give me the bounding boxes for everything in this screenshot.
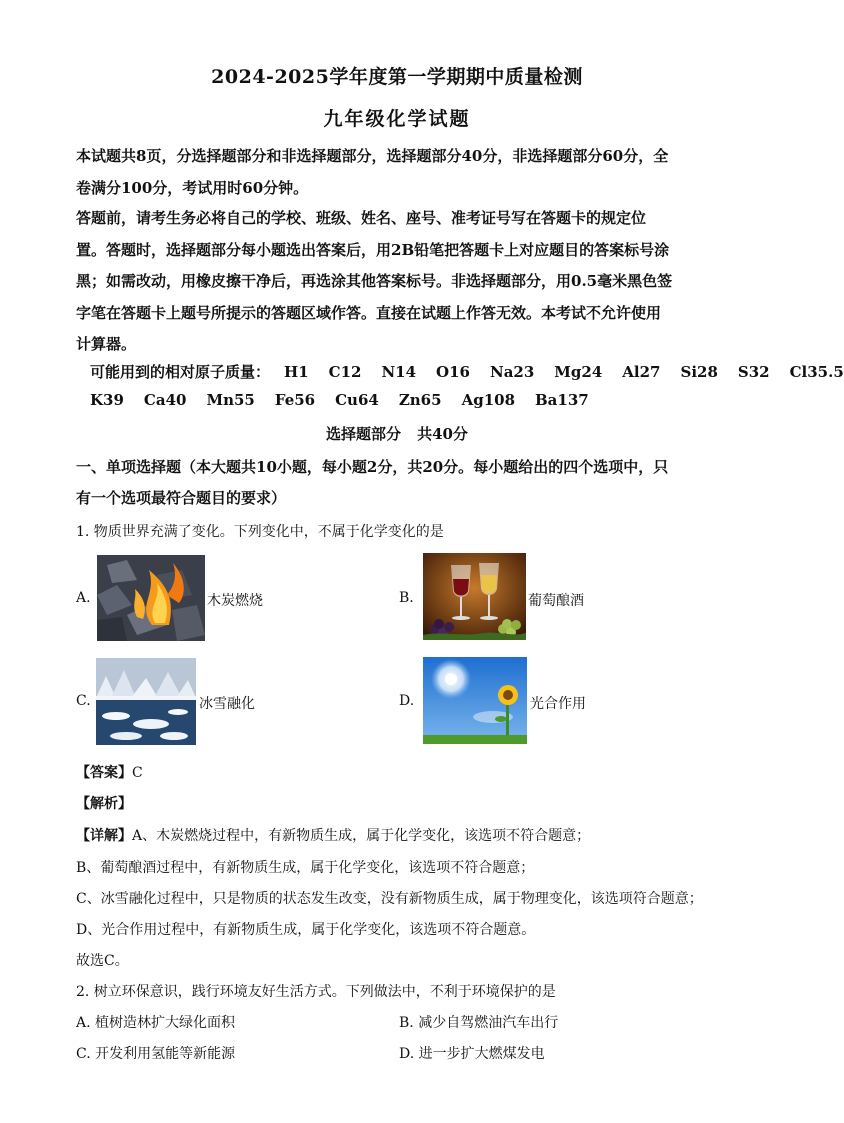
detail-text: A、木炭燃烧过程中，有新物质生成，属于化学变化，该选项不符合题意； bbox=[132, 828, 591, 844]
q1-option-c-label: 冰雪融化 bbox=[199, 696, 255, 712]
atomic-mass: K39 bbox=[90, 391, 124, 409]
snow-melting-image bbox=[96, 658, 196, 745]
answer-tag: 【答案】 bbox=[76, 765, 132, 781]
instructions-line: 答题前，请考生务必将自己的学校、班级、姓名、座号、准考证号写在答题卡的规定位 bbox=[76, 209, 647, 227]
option-letter: A. bbox=[76, 1015, 91, 1031]
section-points: 共40分 bbox=[417, 425, 468, 443]
instructions-line: 黑；如需改动，用橡皮擦干净后，再选涂其他答案标号。非选择题部分，用0.5毫米黑色签 bbox=[76, 272, 673, 290]
q1-detail-a bbox=[76, 825, 590, 845]
instructions-line: 卷满分100分，考试用时60分钟。 bbox=[76, 178, 309, 197]
q1-answer bbox=[76, 762, 143, 782]
q2-option-b bbox=[399, 1012, 558, 1032]
q1-option-d-letter: D. bbox=[399, 693, 415, 709]
grape-wine-image bbox=[423, 553, 526, 640]
atomic-mass: Ag108 bbox=[461, 391, 515, 409]
q1-option-a-letter: A. bbox=[76, 590, 91, 606]
part1-heading-line: 一、单项选择题（本大题共10小题，每小题2分，共20分。每小题给出的四个选项中，只 bbox=[76, 458, 669, 476]
q1-stem: 1. 物质世界充满了变化。下列变化中，不属于化学变化的是 bbox=[76, 524, 444, 540]
atomic-mass: Ca40 bbox=[143, 391, 187, 409]
part1-heading-line: 有一个选项最符合题目的要求） bbox=[76, 489, 287, 507]
section-heading bbox=[0, 423, 794, 444]
answer-value: C bbox=[132, 765, 143, 781]
atomic-mass: Cl35.5 bbox=[789, 363, 844, 381]
option-letter: B. bbox=[399, 1015, 414, 1031]
atomic-mass: C12 bbox=[328, 363, 362, 381]
option-text: 开发利用氢能等新能源 bbox=[95, 1046, 236, 1062]
atomic-mass: Fe56 bbox=[274, 391, 316, 409]
atomic-mass: N14 bbox=[381, 363, 417, 381]
option-text: 减少自驾燃油汽车出行 bbox=[418, 1015, 559, 1031]
atomic-mass: Si28 bbox=[680, 363, 718, 381]
q1-detail-c: C、冰雪融化过程中，只是物质的状态发生改变，没有新物质生成，属于物理变化，该选项符合题意； bbox=[76, 891, 703, 907]
instructions-line: 计算器。 bbox=[76, 335, 137, 353]
atomic-mass: S32 bbox=[737, 363, 770, 381]
part1-heading bbox=[76, 452, 726, 514]
q1-option-d-label: 光合作用 bbox=[530, 696, 586, 712]
atomic-mass: H1 bbox=[284, 363, 309, 381]
atomic-mass: Mn55 bbox=[206, 391, 255, 409]
atomic-mass: Na23 bbox=[489, 363, 535, 381]
option-letter: C. bbox=[76, 1046, 91, 1062]
photosynthesis-sunflower-image bbox=[423, 657, 527, 744]
atomic-masses-label: 可能用到的相对原子质量： bbox=[90, 363, 271, 381]
instructions-line: 本试题共8页，分选择题部分和非选择题部分，选择题部分40分，非选择题部分60分，全 bbox=[76, 147, 669, 165]
charcoal-fire-image bbox=[97, 555, 205, 641]
option-text: 进一步扩大燃煤发电 bbox=[418, 1046, 545, 1062]
atomic-mass: Cu64 bbox=[335, 391, 379, 409]
atomic-masses-row-1 bbox=[90, 361, 844, 382]
q1-option-b-letter: B. bbox=[399, 590, 414, 606]
atomic-masses-row-2 bbox=[90, 391, 589, 409]
section-name: 选择题部分 bbox=[326, 425, 402, 443]
instructions-paragraph-1 bbox=[76, 141, 726, 204]
q1-option-b-label: 葡萄酿酒 bbox=[528, 593, 584, 609]
q2-option-a bbox=[76, 1012, 235, 1032]
option-text: 植树造林扩大绿化面积 bbox=[95, 1015, 236, 1031]
q2-option-c bbox=[76, 1043, 235, 1063]
atomic-mass: Al27 bbox=[622, 363, 661, 381]
q1-option-c-letter: C. bbox=[76, 693, 91, 709]
exam-title: 2024-2025学年度第一学期期中质量检测 bbox=[211, 66, 583, 88]
analysis-tag: 【解析】 bbox=[76, 796, 132, 812]
q2-stem: 2. 树立环保意识，践行环境友好生活方式。下列做法中，不利于环境保护的是 bbox=[76, 984, 556, 1000]
atomic-mass: Mg24 bbox=[554, 363, 603, 381]
exam-subtitle: 九年级化学试题 bbox=[323, 108, 471, 130]
q1-analysis-tag bbox=[76, 793, 132, 813]
q1-conclusion: 故选C。 bbox=[76, 953, 129, 969]
detail-tag: 【详解】 bbox=[76, 828, 132, 844]
instructions-paragraph-2 bbox=[76, 203, 726, 361]
atomic-mass: Ba137 bbox=[535, 391, 589, 409]
q1-detail-d: D、光合作用过程中，有新物质生成，属于化学变化，该选项不符合题意。 bbox=[76, 922, 536, 938]
atomic-mass: Zn65 bbox=[398, 391, 442, 409]
q2-option-d bbox=[399, 1043, 545, 1063]
atomic-mass: O16 bbox=[436, 363, 470, 381]
q1-option-a-label: 木炭燃烧 bbox=[207, 593, 263, 609]
instructions-line: 字笔在答题卡上题号所提示的答题区域作答。直接在试题上作答无效。本考试不允许使用 bbox=[76, 303, 662, 322]
instructions-line: 置。答题时，选择题部分每小题选出答案后，用2B铅笔把答题卡上对应题目的答案标号涂 bbox=[76, 240, 670, 259]
option-letter: D. bbox=[399, 1046, 415, 1062]
q1-detail-b: B、葡萄酿酒过程中，有新物质生成，属于化学变化，该选项不符合题意； bbox=[76, 860, 535, 876]
